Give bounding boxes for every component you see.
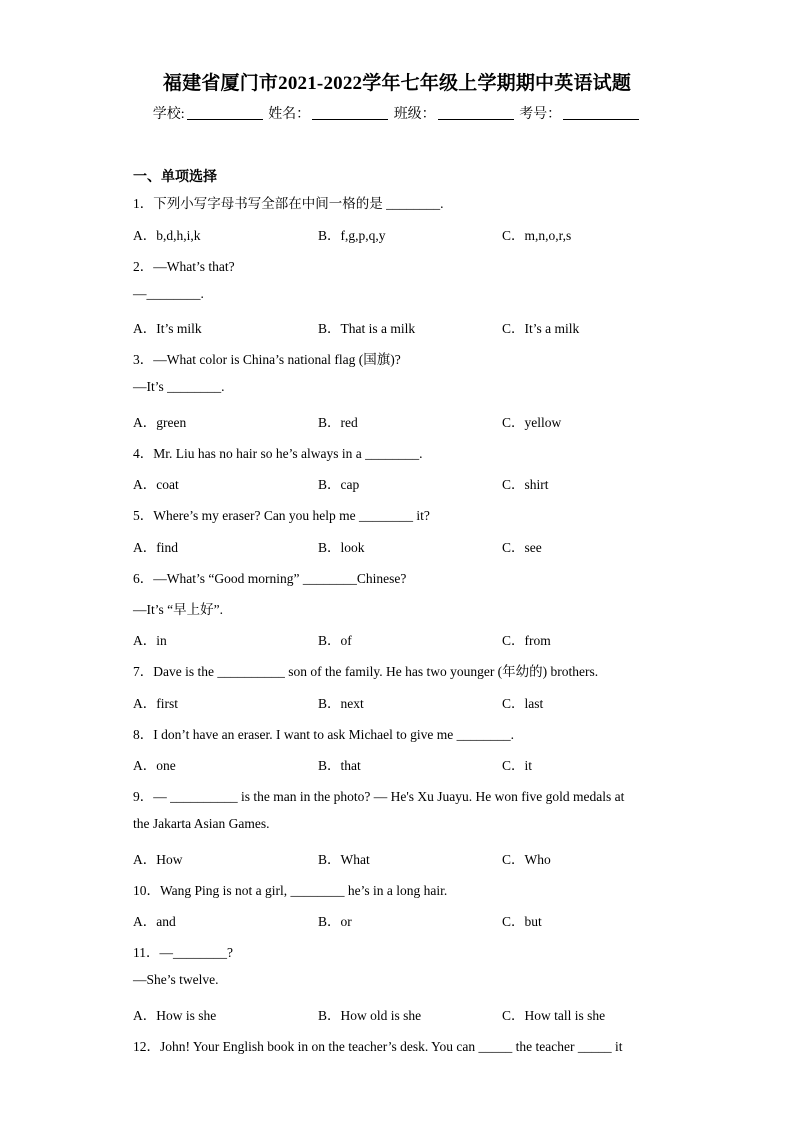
q2-option-b: B．That is a milk — [318, 321, 416, 336]
q8-option-b: B．that — [318, 758, 361, 773]
q9-option-b: B．What — [318, 852, 370, 867]
question-7: 7．Dave is the __________ son of the family. He has two younger (年幼的) brothers. — [133, 664, 599, 679]
question-1: 1．下列小写字母书写全部在中间一格的是 ________. — [133, 196, 444, 211]
q4-option-b: B．cap — [318, 477, 360, 492]
q2-option-c: C．It’s a milk — [502, 321, 580, 336]
question-6-response: —It’s “早上好”. — [133, 602, 223, 617]
name-label: 姓名： — [268, 107, 311, 122]
q8-option-a: A．one — [133, 758, 176, 773]
q4-option-a: A．coat — [133, 477, 179, 492]
question-2-response: —________. — [133, 286, 204, 301]
class-blank[interactable] — [438, 105, 514, 120]
q2-option-a: A．It’s milk — [133, 321, 202, 336]
class-label: 班级： — [393, 107, 436, 122]
question-10: 10．Wang Ping is not a girl, ________ he’s in a long hair. — [133, 883, 448, 898]
q7-option-a: A．first — [133, 696, 178, 711]
q9-option-a: A．How — [133, 852, 183, 867]
q11-option-c: C．How tall is she — [502, 1008, 606, 1023]
exam-number-blank[interactable] — [563, 105, 639, 120]
question-3: 3．—What color is China’s national flag (国旗)? — [133, 352, 401, 367]
q6-option-c: C．from — [502, 633, 551, 648]
exam-number-label: 考号： — [519, 107, 562, 122]
q7-option-c: C．last — [502, 696, 544, 711]
q7-option-b: B．next — [318, 696, 364, 711]
question-6: 6．—What’s “Good morning” ________Chinese? — [133, 571, 407, 586]
q5-option-a: A．find — [133, 540, 178, 555]
q5-option-b: B．look — [318, 540, 365, 555]
exam-title: 福建省厦门市2021-2022学年七年级上学期期中英语试题 — [162, 73, 632, 94]
question-4: 4．Mr. Liu has no hair so he’s always in a ________. — [133, 446, 423, 461]
q10-option-b: B．or — [318, 914, 352, 929]
q9-option-c: C．Who — [502, 852, 551, 867]
q3-option-b: B．red — [318, 415, 358, 430]
q6-option-b: B．of — [318, 633, 352, 648]
question-5: 5．Where’s my eraser? Can you help me ________ it? — [133, 508, 430, 523]
question-9: 9．— __________ is the man in the photo? — He's Xu Juayu. He won five gold medals at — [133, 789, 625, 804]
q8-option-c: C．it — [502, 758, 533, 773]
q10-option-c: C．but — [502, 914, 542, 929]
section-heading: 一、单项选择 — [133, 170, 217, 185]
q3-option-a: A．green — [133, 415, 187, 430]
q11-option-a: A．How is she — [133, 1008, 217, 1023]
q11-option-b: B．How old is she — [318, 1008, 422, 1023]
question-11-response: —She’s twelve. — [133, 972, 219, 987]
q10-option-a: A．and — [133, 914, 176, 929]
question-11: 11．—________? — [133, 945, 233, 960]
school-blank[interactable] — [187, 105, 263, 120]
question-12: 12．John! Your English book in on the teacher’s desk. You can _____ the teacher _____ it — [133, 1039, 623, 1054]
name-blank[interactable] — [312, 105, 388, 120]
question-3-response: —It’s ________. — [133, 379, 225, 394]
student-info-row — [0, 103, 794, 123]
q1-option-a: A．b,d,h,i,k — [133, 228, 201, 243]
q1-option-b: B．f,g,p,q,y — [318, 228, 386, 243]
question-9-continued: the Jakarta Asian Games. — [133, 816, 270, 831]
q5-option-c: C．see — [502, 540, 542, 555]
q1-option-c: C．m,n,o,r,s — [502, 228, 572, 243]
q4-option-c: C．shirt — [502, 477, 549, 492]
q6-option-a: A．in — [133, 633, 167, 648]
school-label: 学校: — [152, 107, 185, 122]
question-2: 2．—What’s that? — [133, 259, 235, 274]
question-8: 8．I don’t have an eraser. I want to ask Michael to give me ________. — [133, 727, 515, 742]
q3-option-c: C．yellow — [502, 415, 562, 430]
